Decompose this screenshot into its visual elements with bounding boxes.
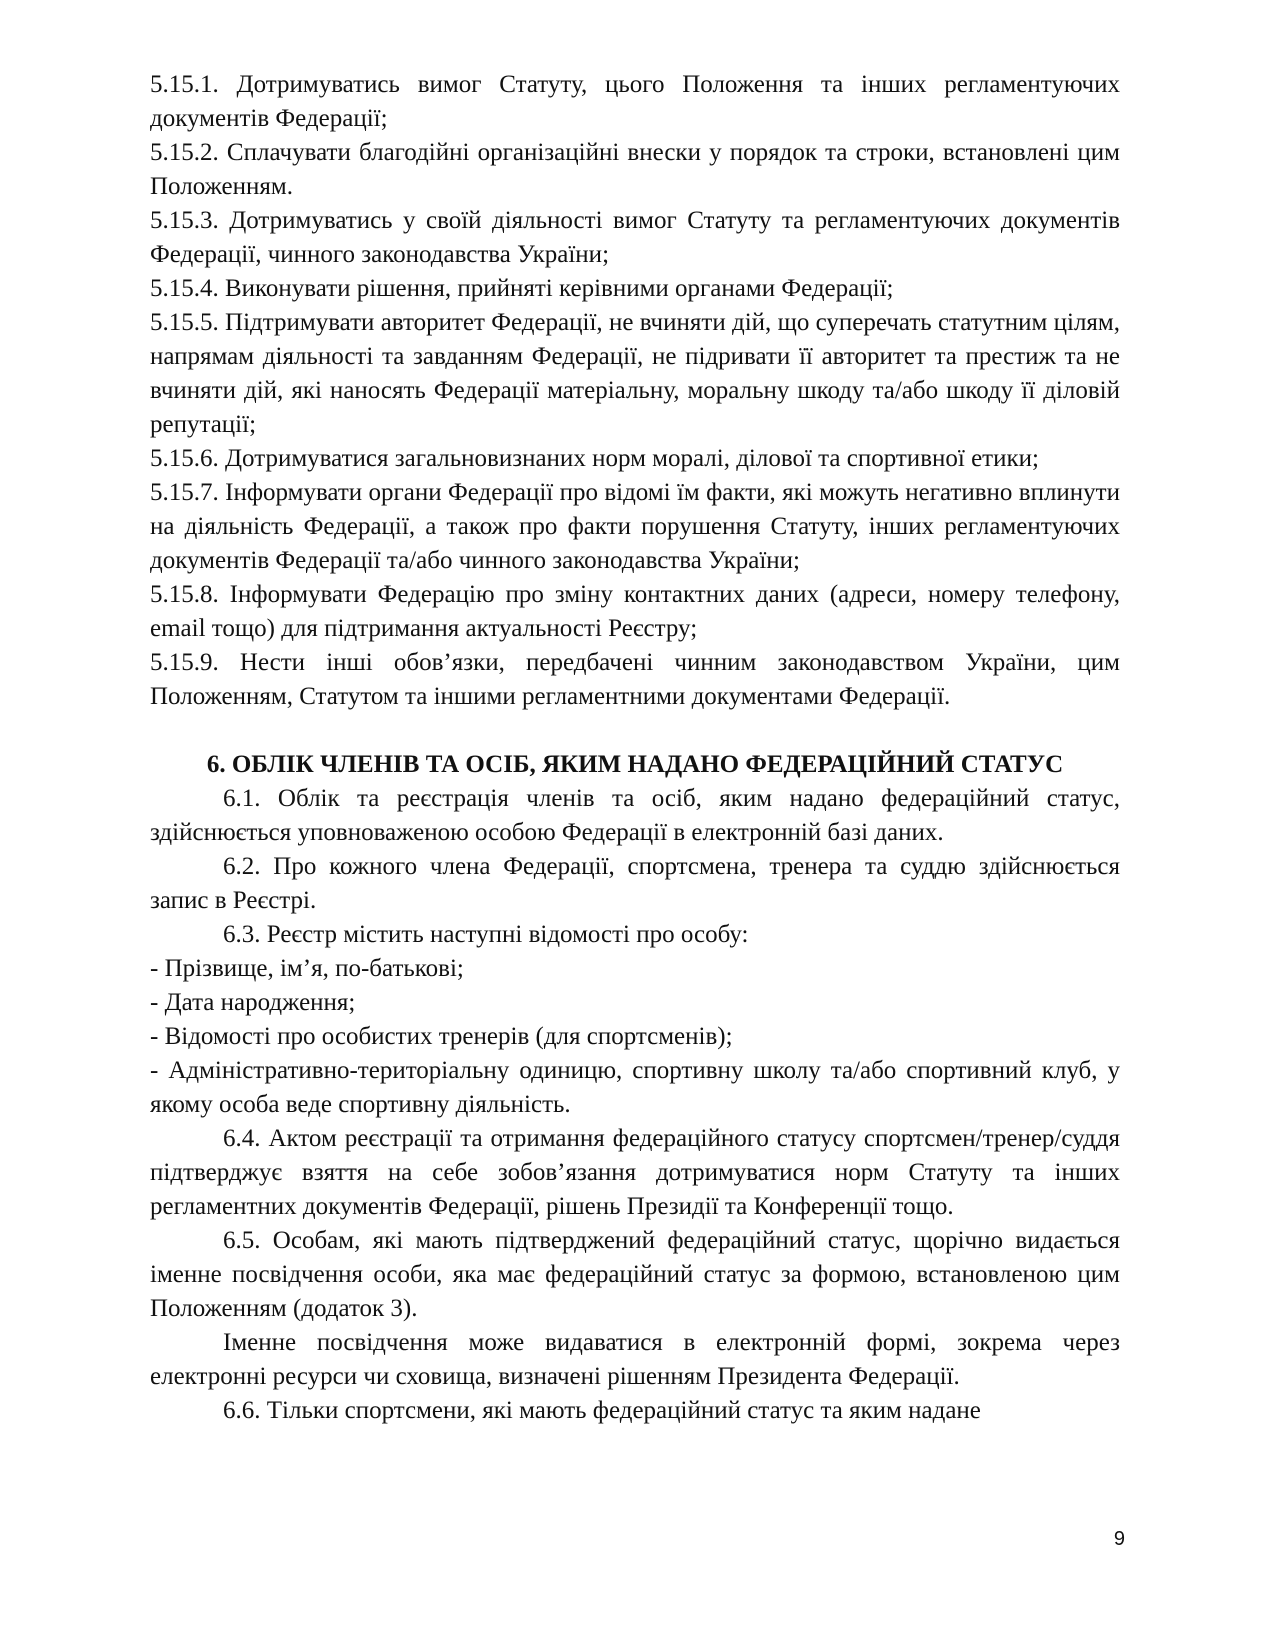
clause-5-15-1: 5.15.1. Дотримуватись вимог Статуту, цього Положення та інших регламентуючих документів Федерації; [150, 71, 1120, 132]
clause-6-5-electronic: Іменне посвідчення може видаватися в електронній формі, зокрема через електронні ресурси чи сховища, визначені рішенням Президента Федерації. [150, 1329, 1120, 1390]
clause-6-3: 6.3. Реєстр містить наступні відомості про особу: [223, 921, 749, 948]
clause-6-5: 6.5. Особам, які мають підтверджений федераційний статус, щорічно видається іменне посвідчення особи, яка має федераційний статус за формою, встановленою цим Положенням (додаток 3). [150, 1227, 1120, 1322]
clause-5-15-5: 5.15.5. Підтримувати авторитет Федерації, не вчиняти дій, що суперечать статутним цілям, напрямам діяльності та завданням Федерації, не підривати її авторитет та престиж та не вчиняти дій, які наносять Федерації матеріальну, моральну шкоду та/або шкоду її діловій репутації; [150, 309, 1120, 438]
document-page [150, 68, 1120, 1428]
clause-5-15-4: 5.15.4. Виконувати рішення, прийняті керівними органами Федерації; [150, 275, 894, 302]
clause-5-15-7: 5.15.7. Інформувати органи Федерації про відомі їм факти, які можуть негативно вплинути на діяльність Федерації, а також про факти порушення Статуту, інших регламентуючих документів Федерації та/або чинного законодавства України; [150, 479, 1120, 574]
clause-6-4: 6.4. Актом реєстрації та отримання федераційного статусу спортсмен/тренер/суддя підтверджує взяття на себе зобов’язання дотримуватися норм Статуту та інших регламентних документів Федерації, рішень Президії та Конференції тощо. [150, 1125, 1120, 1220]
page-number: 9 [1113, 1528, 1125, 1550]
clause-6-1: 6.1. Облік та реєстрація членів та осіб, яким надано федераційний статус, здійснюється уповноваженою особою Федерації в електронній базі даних. [150, 785, 1120, 846]
clause-5-15-3: 5.15.3. Дотримуватись у своїй діяльності вимог Статуту та регламентуючих документів Федерації, чинного законодавства України; [150, 207, 1120, 268]
section-6-heading: 6. ОБЛІК ЧЛЕНІВ ТА ОСІБ, ЯКИМ НАДАНО ФЕДЕРАЦІЙНИЙ СТАТУС [206, 751, 1064, 778]
clause-5-15-8: 5.15.8. Інформувати Федерацію про зміну контактних даних (адреси, номеру телефону, email тощо) для підтримання актуальності Реєстру; [150, 581, 1120, 642]
clause-5-15-6: 5.15.6. Дотримуватися загальновизнаних норм моралі, ділової та спортивної етики; [150, 445, 1039, 472]
registry-list-item: - Дата народження; [150, 989, 356, 1016]
clause-5-15-2: 5.15.2. Сплачувати благодійні організаційні внески у порядок та строки, встановлені цим Положенням. [150, 139, 1120, 200]
clause-5-15-9: 5.15.9. Нести інші обов’язки, передбачені чинним законодавством України, цим Положенням, Статутом та іншими регламентними документами Федерації. [150, 649, 1120, 710]
registry-list-item: - Відомості про особистих тренерів (для спортсменів); [150, 1023, 733, 1050]
clause-6-2: 6.2. Про кожного члена Федерації, спортсмена, тренера та суддю здійснюється запис в Реєстрі. [150, 853, 1120, 914]
clause-6-6: 6.6. Тільки спортсмени, які мають федераційний статус та яким надане [223, 1397, 981, 1424]
registry-list-item: - Адміністративно-територіальну одиницю, спортивну школу та/або спортивний клуб, у якому особа веде спортивну діяльність. [150, 1057, 1120, 1118]
registry-list-item: - Прізвище, ім’я, по-батькові; [150, 955, 464, 982]
